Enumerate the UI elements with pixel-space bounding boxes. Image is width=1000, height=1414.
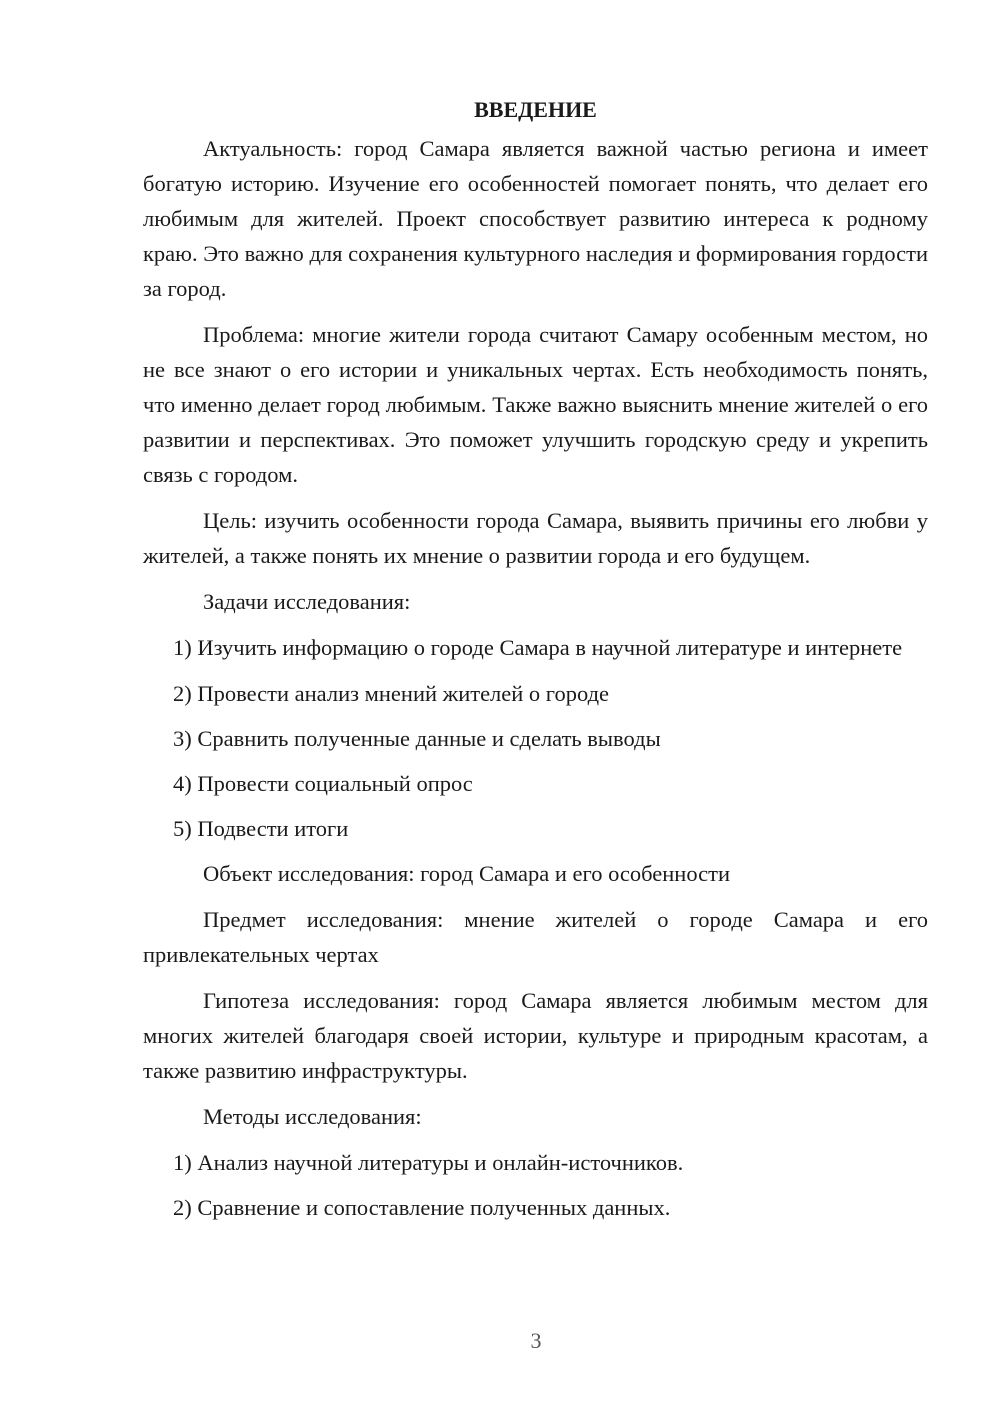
hypothesis-paragraph: Гипотеза исследования: город Самара является любимым местом для многих жителей благодаря своей истории, культуре и природным красотам, а также развитию инфраструктуры.: [143, 988, 928, 1083]
subject-paragraph: Предмет исследования: мнение жителей о городе Самара и его привлекательных чертах: [143, 907, 928, 967]
task-item-4: 4) Провести социальный опрос: [173, 771, 473, 796]
task-item-5: 5) Подвести итоги: [173, 816, 349, 841]
page-number: 3: [530, 1328, 542, 1353]
problem-paragraph: Проблема: многие жители города считают Самару особенным местом, но не все знают о его истории и уникальных чертах. Есть необходимость понять, что именно делает город любимым. Также важно выяснить мнение жителей о его развитии и перспективах. Это поможет улучшить городскую среду и укрепить связь с городом.: [143, 322, 928, 487]
method-item-1: 1) Анализ научной литературы и онлайн-источников.: [173, 1150, 684, 1175]
relevance-paragraph: Актуальность: город Самара является важной частью региона и имеет богатую историю. Изучение его особенностей помогает понять, что делает его любимым для жителей. Проект способствует развитию интереса к родному краю. Это важно для сохранения культурного наследия и формирования гордости за город.: [143, 136, 928, 301]
tasks-heading: Задачи исследования:: [203, 589, 411, 614]
methods-heading: Методы исследования:: [203, 1104, 422, 1129]
section-title: ВВЕДЕНИЕ: [474, 97, 597, 122]
goal-paragraph: Цель: изучить особенности города Самара, выявить причины его любви у жителей, а также понять их мнение о развитии города и его будущем.: [143, 508, 928, 568]
task-item-2: 2) Провести анализ мнений жителей о городе: [173, 681, 610, 706]
task-item-1: 1) Изучить информацию о городе Самара в научной литературе и интернете: [173, 635, 903, 660]
method-item-2: 2) Сравнение и сопоставление полученных данных.: [173, 1195, 671, 1220]
task-item-3: 3) Сравнить полученные данные и сделать выводы: [173, 726, 661, 751]
document-page: [143, 92, 928, 1235]
object-paragraph: Объект исследования: город Самара и его особенности: [203, 861, 731, 886]
